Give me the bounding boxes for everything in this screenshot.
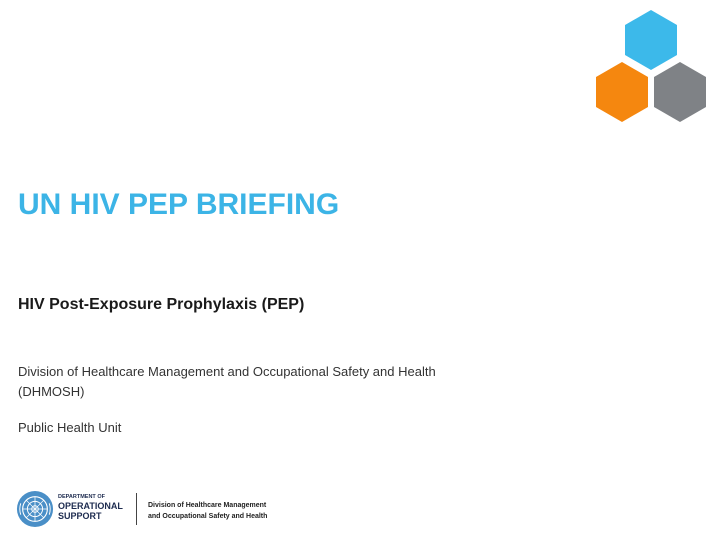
un-emblem-icon — [16, 490, 54, 528]
division-line-2: and Occupational Safety and Health — [148, 513, 268, 520]
unit-text: Public Health Unit — [18, 420, 122, 435]
division-name — [148, 500, 318, 522]
hexagon-cluster-icon — [592, 10, 710, 126]
division-text: Division of Healthcare Management and Occupational Safety and Health (DHMOSH) — [18, 364, 436, 399]
department-name — [58, 494, 138, 521]
department-line-3: SUPPORT — [58, 511, 102, 521]
orange-hexagon — [596, 62, 648, 122]
slide-title: UN HIV PEP BRIEFING — [18, 188, 340, 221]
division-line-1: Division of Healthcare Management — [148, 502, 267, 509]
footer-logos — [16, 490, 316, 530]
gray-hexagon — [654, 62, 706, 122]
footer-divider — [136, 493, 137, 525]
blue-hexagon — [625, 10, 677, 70]
department-line-2: OPERATIONAL — [58, 501, 123, 511]
slide-subtitle: HIV Post-Exposure Prophylaxis (PEP) — [18, 296, 305, 313]
department-line-1: DEPARTMENT OF — [58, 494, 105, 500]
